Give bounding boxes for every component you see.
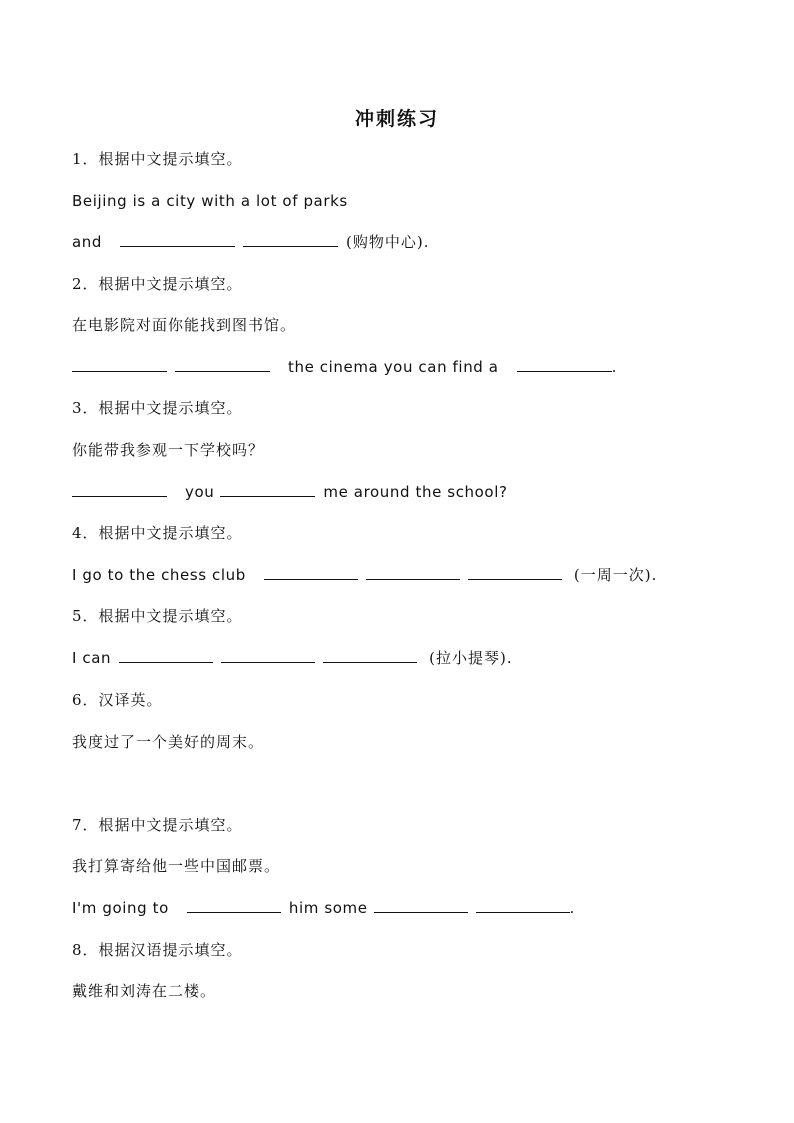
- question-3-chinese: 你能带我参观一下学校吗？: [72, 441, 265, 459]
- question-3-blank-2[interactable]: [220, 482, 315, 497]
- question-6-chinese: 我度过了一个美好的周末。: [72, 733, 265, 751]
- question-1-hint: (购物中心).: [346, 233, 430, 251]
- page-title: 冲刺练习: [354, 108, 439, 130]
- question-2-blank-3[interactable]: [517, 357, 612, 372]
- question-2-blank-2[interactable]: [175, 357, 270, 372]
- question-2-answer-line: [72, 356, 617, 378]
- question-2-end: .: [611, 358, 617, 376]
- question-6-heading: 6．汉译英。: [72, 691, 163, 709]
- question-7-blank-2[interactable]: [374, 898, 468, 913]
- question-7-blank-3[interactable]: [476, 898, 570, 913]
- question-1-blank-1[interactable]: [120, 232, 235, 247]
- question-8-chinese: 戴维和刘涛在二楼。: [72, 982, 217, 1000]
- question-5-prefix: I can: [72, 649, 112, 667]
- question-3-answer-line: [72, 481, 508, 503]
- question-4-blank-2[interactable]: [366, 565, 460, 580]
- question-4-blank-1[interactable]: [264, 565, 358, 580]
- question-2-blank-1[interactable]: [72, 357, 167, 372]
- question-4-heading: 4．根据中文提示填空。: [72, 524, 243, 542]
- question-7-blank-1[interactable]: [187, 898, 281, 913]
- question-3-blank-1[interactable]: [72, 482, 167, 497]
- question-1-prefix: and: [72, 233, 103, 251]
- question-2-chinese: 在电影院对面你能找到图书馆。: [72, 316, 297, 334]
- question-5-blank-3[interactable]: [323, 648, 417, 663]
- question-7-middle-text: him some: [288, 899, 368, 917]
- question-1-heading: 1．根据中文提示填空。: [72, 150, 243, 168]
- question-4-answer-line: [72, 564, 657, 586]
- question-7-prefix: I'm going to: [72, 899, 169, 917]
- question-7-answer-line: [72, 897, 575, 919]
- question-4-prefix: I go to the chess club: [72, 566, 246, 584]
- question-7-heading: 7．根据中文提示填空。: [72, 816, 243, 834]
- question-4-hint: (一周一次).: [573, 566, 658, 584]
- question-5-hint: (拉小提琴).: [429, 649, 513, 667]
- question-5-blank-2[interactable]: [221, 648, 315, 663]
- question-1-sentence: Beijing is a city with a lot of parks: [72, 192, 348, 210]
- question-3-middle-text: you: [185, 483, 215, 501]
- question-5-blank-1[interactable]: [119, 648, 213, 663]
- question-1-blank-2[interactable]: [243, 232, 338, 247]
- question-2-heading: 2．根据中文提示填空。: [72, 275, 243, 293]
- question-1-answer-line: [72, 231, 430, 253]
- question-3-heading: 3．根据中文提示填空。: [72, 399, 243, 417]
- question-7-chinese: 我打算寄给他一些中国邮票。: [72, 857, 281, 875]
- question-5-heading: 5．根据中文提示填空。: [72, 607, 243, 625]
- question-7-end: .: [569, 899, 575, 917]
- question-5-answer-line: [72, 647, 513, 669]
- question-2-middle-text: the cinema you can find a: [288, 358, 499, 376]
- question-3-end: me around the school?: [323, 483, 508, 501]
- question-4-blank-3[interactable]: [468, 565, 562, 580]
- question-8-heading: 8．根据汉语提示填空。: [72, 941, 243, 959]
